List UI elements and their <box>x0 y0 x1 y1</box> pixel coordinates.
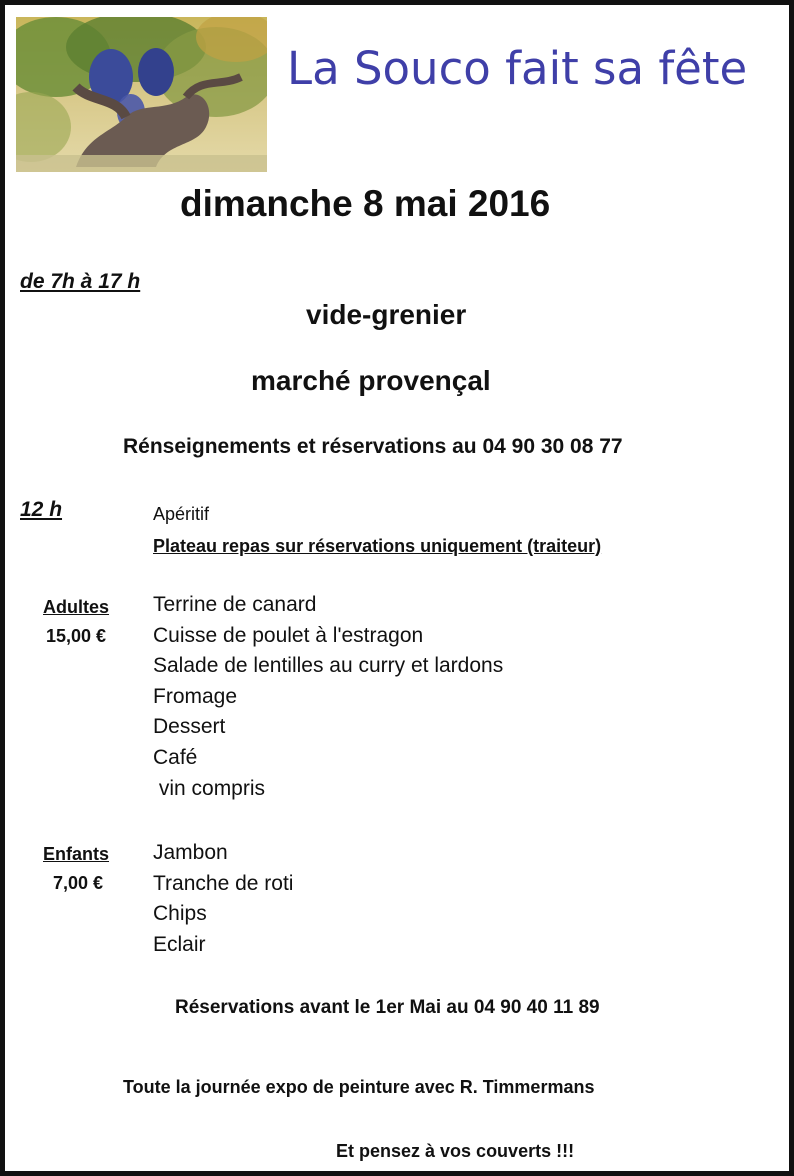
lunch-time: 12 h <box>20 498 63 521</box>
menu-item: vin compris <box>153 776 266 800</box>
children-price: 7,00 € <box>53 873 104 893</box>
menu-item: Fromage <box>153 684 238 708</box>
adults-menu <box>153 590 503 804</box>
children-menu <box>153 838 293 960</box>
menu-item: Dessert <box>153 715 226 739</box>
activity-vide-grenier: vide-grenier <box>306 299 467 330</box>
event-date: dimanche 8 mai 2016 <box>180 183 551 224</box>
menu-item: Cuisse de poulet à l'estragon <box>153 623 424 647</box>
menu-item: Jambon <box>153 841 228 864</box>
aperitif-label: Apéritif <box>153 504 210 524</box>
plateau-notice: Plateau repas sur réservations uniquement (traiteur) <box>153 536 602 556</box>
children-label: Enfants <box>43 844 110 864</box>
painting-expo: Toute la journée expo de peinture avec R. Timmermans <box>123 1077 595 1097</box>
adults-price: 15,00 € <box>46 626 107 646</box>
menu-item: Tranche de roti <box>153 871 294 895</box>
menu-item: Terrine de canard <box>153 593 317 616</box>
page-title: La Souco fait sa fête <box>287 42 748 95</box>
reservation-deadline: Réservations avant le 1er Mai au 04 90 40 11 89 <box>175 997 600 1018</box>
cutlery-reminder: Et pensez à vos couverts !!! <box>336 1141 575 1161</box>
event-hours: de 7h à 17 h <box>20 270 141 293</box>
vineyard-photo <box>16 17 267 172</box>
info-phone: Rénseignements et réservations au 04 90 30 08 77 <box>123 435 623 458</box>
menu-item: Café <box>153 745 198 769</box>
menu-item: Eclair <box>153 932 206 956</box>
menu-item: Salade de lentilles au curry et lardons <box>153 654 504 678</box>
activity-marche-provencal: marché provençal <box>251 365 491 396</box>
menu-item: Chips <box>153 902 207 926</box>
adults-label: Adultes <box>43 597 110 617</box>
